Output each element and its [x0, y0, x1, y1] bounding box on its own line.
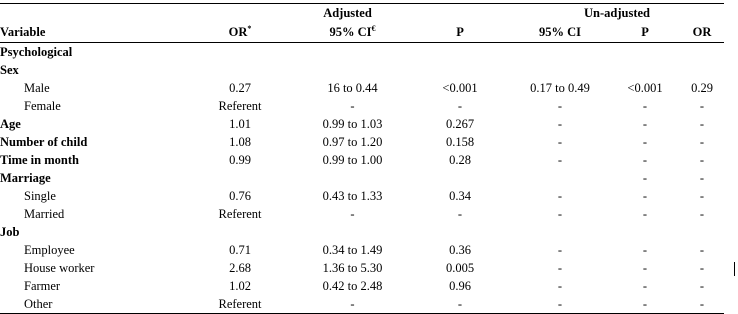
table-row [0, 115, 724, 133]
table-row [0, 79, 724, 97]
table-cell: - [699, 279, 705, 293]
table-cell [410, 61, 510, 79]
row-label: Marriage [0, 171, 51, 185]
table-row [0, 277, 724, 295]
table-cell: 0.34 to 1.49 [322, 243, 383, 257]
table-cell: <0.001 [627, 81, 663, 95]
variable-header: Variable [0, 22, 185, 43]
table-cell: 0.43 to 1.33 [322, 189, 383, 203]
table-cell: - [699, 261, 705, 275]
table-row [0, 241, 724, 259]
table-cell [185, 61, 295, 79]
table-cell: 0.36 [449, 243, 471, 257]
table-cell: - [699, 153, 705, 167]
table-cell: 1.08 [229, 135, 251, 149]
table-cell: - [699, 189, 705, 203]
row-label: Number of child [0, 135, 88, 149]
table-cell: - [699, 99, 705, 113]
row-label: Job [0, 225, 20, 239]
table-cell: - [642, 207, 648, 221]
table-cell: - [557, 153, 563, 167]
unadjusted-header: Un-adjusted [584, 6, 651, 20]
table-cell [410, 169, 510, 187]
table-cell [610, 223, 680, 241]
table-row [0, 97, 724, 115]
table-cell: - [642, 117, 648, 131]
table-cell: - [610, 295, 680, 314]
table-cell: 0.99 to 1.00 [322, 153, 383, 167]
row-label: House worker [24, 261, 95, 275]
row-label: Married [24, 207, 65, 221]
table-cell: - [457, 99, 463, 113]
edge-mark [734, 262, 735, 276]
p2-header: P [610, 22, 680, 43]
table-cell [610, 61, 680, 79]
table-cell: - [350, 99, 355, 113]
table-cell [410, 223, 510, 241]
table-cell [295, 61, 410, 79]
table-row [0, 223, 724, 241]
table-cell: 0.27 [229, 81, 251, 95]
table-cell: 1.36 to 5.30 [322, 261, 383, 275]
table-body [0, 43, 724, 314]
table-cell: - [642, 153, 648, 167]
table-cell [680, 43, 724, 62]
table-cell: - [295, 295, 410, 314]
row-label: Sex [0, 63, 19, 77]
results-table [0, 3, 724, 314]
table-cell: - [699, 135, 705, 149]
table-cell: - [642, 189, 648, 203]
table-cell: - [642, 261, 648, 275]
header-row-columns [0, 22, 724, 43]
row-label: Single [24, 189, 56, 203]
table-cell: 16 to 0.44 [327, 81, 378, 95]
table-cell: 0.71 [229, 243, 251, 257]
table-row [0, 133, 724, 151]
table-cell: 0.29 [691, 81, 713, 95]
table-cell: - [557, 243, 563, 257]
table-cell: 0.34 [449, 189, 471, 203]
table-cell [610, 43, 680, 62]
row-label: Female [24, 99, 61, 113]
table-cell: Referent [185, 295, 295, 314]
table-cell [295, 169, 410, 187]
table-cell: - [642, 135, 648, 149]
table-row [0, 259, 724, 277]
table-cell [680, 223, 724, 241]
table-cell [295, 223, 410, 241]
table-cell [510, 61, 610, 79]
table-cell: Referent [218, 207, 262, 221]
table-cell: - [557, 135, 563, 149]
table-cell: 0.97 to 1.20 [322, 135, 383, 149]
ci2-header: 95% CI [510, 22, 610, 43]
table-cell [510, 43, 610, 62]
header-row-groups [0, 4, 724, 23]
table-row [0, 205, 724, 223]
table-cell: - [457, 207, 463, 221]
table-cell: 0.267 [445, 117, 475, 131]
table-cell [185, 169, 295, 187]
row-label: Time in month [0, 153, 79, 167]
table-cell: 0.158 [445, 135, 475, 149]
table-cell: 0.005 [445, 261, 475, 275]
table-row [0, 43, 724, 62]
table-row [0, 187, 724, 205]
row-label: Age [0, 117, 21, 131]
table-cell: Referent [218, 99, 262, 113]
table-cell: - [680, 295, 724, 314]
table-cell: - [699, 117, 705, 131]
table-cell [510, 169, 610, 187]
p-header: P [410, 22, 510, 43]
table-cell: - [642, 171, 648, 185]
table-cell: - [557, 279, 563, 293]
table-cell [295, 43, 410, 62]
table-row [0, 295, 724, 314]
table-cell: 0.17 to 0.49 [530, 81, 590, 95]
table-cell: 1.01 [229, 117, 251, 131]
or2-header: OR [680, 22, 724, 43]
table-cell: 1.02 [229, 279, 251, 293]
table-cell: - [642, 279, 648, 293]
table-cell: - [557, 189, 563, 203]
table-row [0, 61, 724, 79]
table-cell: 0.76 [229, 189, 251, 203]
or-header: OR* [185, 22, 295, 43]
table-cell: - [642, 99, 648, 113]
row-label: Farmer [24, 279, 61, 293]
table-cell: - [699, 243, 705, 257]
table-cell: - [410, 295, 510, 314]
table-cell: - [557, 207, 563, 221]
table-cell: - [699, 171, 705, 185]
table-cell: 0.99 to 1.03 [322, 117, 383, 131]
table-cell [680, 61, 724, 79]
row-label: Male [24, 81, 50, 95]
table-cell: - [699, 207, 705, 221]
table-cell: - [350, 207, 355, 221]
table-cell: 0.28 [449, 153, 471, 167]
table-cell: - [510, 295, 610, 314]
table-cell: 0.42 to 2.48 [322, 279, 383, 293]
row-label: Psychological [0, 45, 73, 59]
table-cell: 2.68 [229, 261, 251, 275]
row-label: Employee [24, 243, 75, 257]
table-cell [185, 43, 295, 62]
table-row [0, 151, 724, 169]
row-label: Other [0, 295, 185, 314]
table-cell: <0.001 [442, 81, 478, 95]
table-cell: 0.99 [229, 153, 251, 167]
table-cell [510, 223, 610, 241]
table-cell [410, 43, 510, 62]
ci-header: 95% CI€ [295, 22, 410, 43]
adjusted-header: Adjusted [323, 6, 372, 20]
table-cell: - [642, 243, 648, 257]
table-row [0, 169, 724, 187]
table-cell: - [557, 261, 563, 275]
table-cell [185, 223, 295, 241]
table-cell: 0.96 [449, 279, 471, 293]
table-cell: - [557, 117, 563, 131]
table-cell: - [557, 99, 563, 113]
